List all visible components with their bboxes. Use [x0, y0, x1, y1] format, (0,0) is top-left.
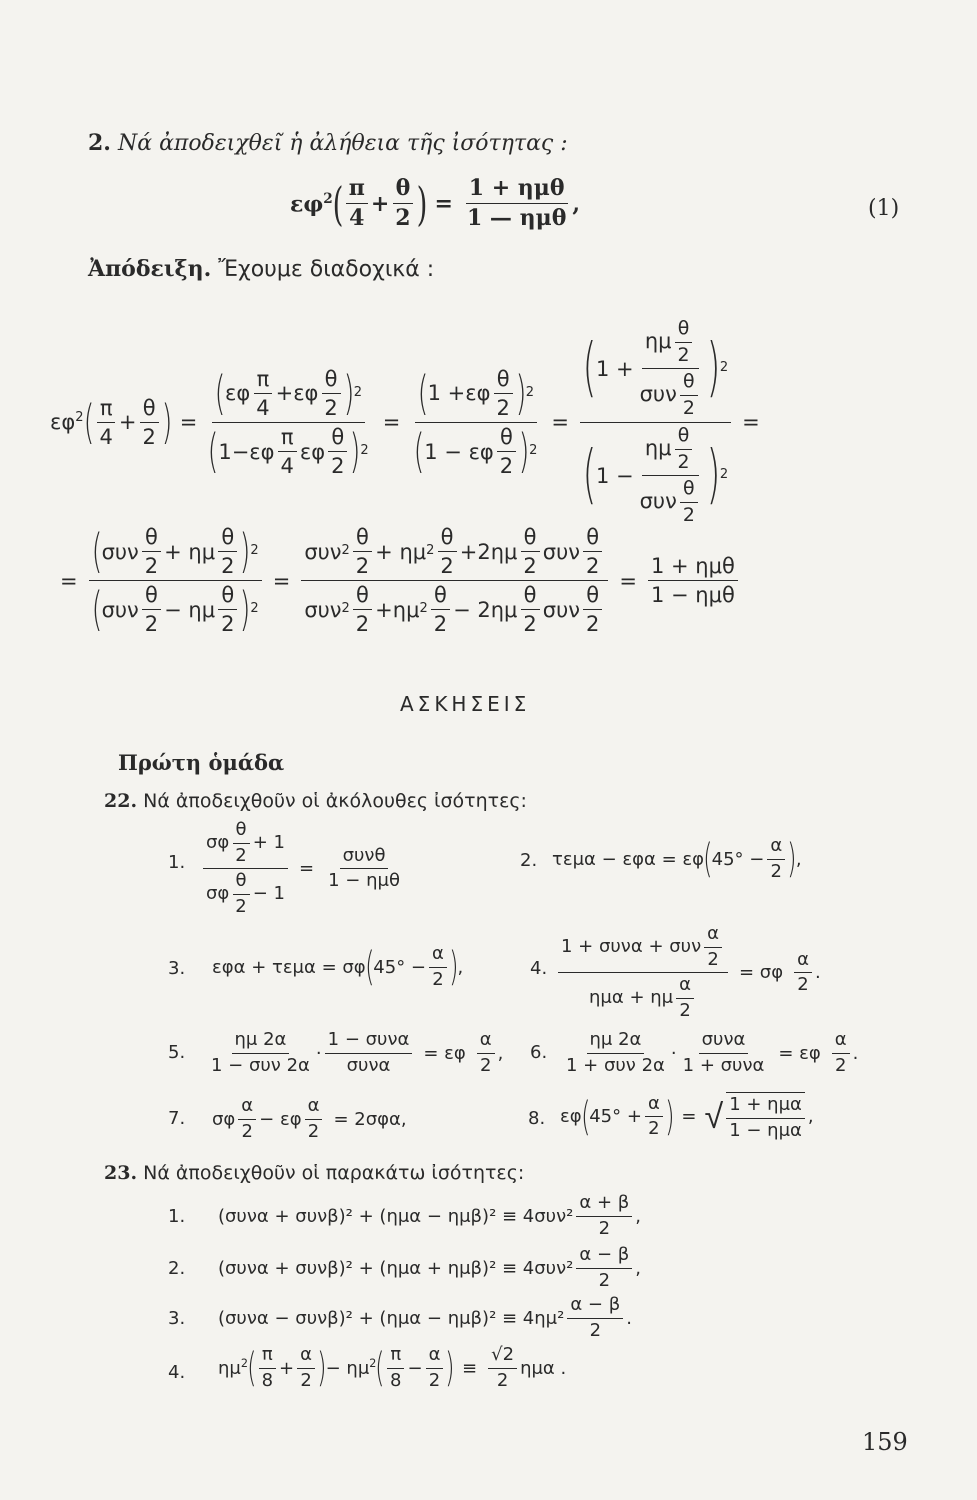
exercise-22-header: [104, 790, 527, 812]
exercise-23-header: [104, 1162, 524, 1184]
page-number: 159: [862, 1428, 908, 1456]
item-number: 1.: [168, 1206, 186, 1227]
exercise-22-4: 1 + συνα + συν $\frac{\alpha}{2}$ ημα + ημ $\frac{\alpha}{2}$ = σφ $\frac{\alpha}{2}$ .: [555, 924, 821, 1022]
item-number: 6.: [530, 1042, 548, 1063]
exercise-23-4: $\eta\mu^2$ ( $\frac{\pi}{8}$ + $\frac{\alpha}{2}$ ) − $\eta\mu^2$ ( $\frac{\pi}{8}$ − $\frac{\alpha}{2}$ ) ≡ $\frac{√2}{2}$ ημα .: [218, 1344, 567, 1392]
item-number: 5.: [168, 1042, 186, 1063]
derivation-step-2: = ( συν $\frac{\theta}{2}$ + ημ $\frac{\theta}{2}$ ) 2 ( συν $\frac{\theta}{2}$ − ημ $\frac{\theta}{2}$ ) 2 = συν 2 $\frac{\theta}{2}$ + ημ 2 $\frac{\theta}{2}$ +2ημ $\frac{\theta}{2}$ συν $\frac{\theta}{2}$ συν 2 $\frac{\theta}{2}$ +ημ 2 $\frac{\theta}{2}$ − 2ημ $\frac{\theta}{2}$ συν $\frac{\theta}{2}$ = $\frac{\text{1 + ημθ}}{\text{1 − ημθ}}$: [60, 525, 741, 637]
problem-statement: [88, 130, 568, 156]
exercise-23-2: (συνα + συνβ)² + (ημα + ημβ)² ≡ 4συν² $\frac{\alpha - \beta}{2}$ ,: [218, 1244, 641, 1291]
exercise-23-3: (συνα − συνβ)² + (ημα − ημβ)² ≡ 4ημ² $\frac{\alpha - \beta}{2}$ .: [218, 1294, 632, 1341]
exercise-22-6: $\frac{\eta\mu 2\alpha}{\text{1 + συν 2α}}$ · $\frac{\text{συνα}}{\text{1 + συνα}}$ = εφ $\frac{\alpha}{2}$ .: [566, 1029, 859, 1076]
item-number: 3.: [168, 958, 186, 979]
item-number: 3.: [168, 1308, 186, 1329]
exercise-22-5: $\frac{\eta\mu 2\alpha}{\text{1 − συν 2α}}$ · $\frac{\text{1 − συνα}}{\text{συνα}}$ = εφ $\frac{\alpha}{2}$ ,: [211, 1029, 504, 1076]
exercise-22-number: 22.: [104, 790, 138, 812]
exercise-22-1: σφ $\frac{\theta}{2}$ + 1 σφ $\frac{\theta}{2}$ − 1 = $\frac{\text{συνθ}}{\text{1 − ημθ}}$: [200, 820, 406, 918]
exercise-23-number: 23.: [104, 1162, 138, 1184]
item-number: 4.: [168, 1362, 186, 1383]
equation-number: (1): [868, 196, 900, 221]
proof-line: [88, 256, 434, 282]
item-number: 7.: [168, 1108, 186, 1129]
derivation-step-1: $\varepsilon\varphi^2$ ( $\frac{\pi}{4}$ + $\frac{\theta}{2}$ ) = ( εφ $\frac{\pi}{4}$ +εφ $\frac{\theta}{2}$ ) 2 ( 1−εφ $\frac{\pi}{4}$ εφ $\frac{\theta}{2}$ ) 2 = ( 1 +εφ $\frac{\theta}{2}$ ) 2 ( 1 − εφ $\frac{\theta}{2}$ ) 2 = ( 1 + ημ $\frac{\theta}{2}$ συν $\frac{\theta}{2}$ ) 2 ( 1 − ημ $\frac{\theta}{2}$ συν $\frac{\theta}{2}$ ) 2 =: [50, 317, 760, 527]
group-title: Πρώτη ὁμάδα: [118, 750, 285, 775]
item-number: 2.: [168, 1258, 186, 1279]
exercise-22-2: τεμα − εφα = εφ ( 45° − $\frac{\alpha}{2}$ ) ,: [552, 835, 802, 883]
exercise-23-prompt: Νά ἀποδειχθοῦν οἱ παρακάτω ἰσότητες:: [143, 1162, 525, 1184]
problem-number: 2.: [88, 130, 111, 156]
item-number: 8.: [528, 1108, 546, 1129]
item-number: 2.: [520, 850, 538, 871]
problem-text: Νά ἀποδειχθεῖ ἡ ἀλήθεια τῆς ἰσότητας :: [117, 131, 568, 156]
exercise-22-3: εφα + τεμα = σφ ( 45° − $\frac{\alpha}{2}$ ) ,: [212, 943, 464, 991]
exercise-22-prompt: Νά ἀποδειχθοῦν οἱ ἀκόλουθες ἰσότητες:: [143, 790, 527, 812]
main-identity: $\varepsilon\varphi^2$ ( $\frac{\pi}{4}$ + $\frac{\theta}{2}$ ) = $\frac{\text{1 + ημθ}}{\text{1 — ημθ}}$ ,: [290, 175, 581, 232]
proof-label: Ἀπόδειξη.: [88, 256, 212, 282]
proof-text: Ἔχουμε διαδοχικά :: [218, 257, 435, 282]
exercise-22-8: εφ ( 45° + $\frac{\alpha}{2}$ ) = √ $\frac{\text{1 + ημα}}{\text{1 − ημα}}$ ,: [560, 1092, 814, 1141]
exercises-heading: ΑΣΚΗΣΕΙΣ: [400, 692, 531, 716]
item-number: 1.: [168, 852, 186, 873]
exercise-22-7: σφ $\frac{\alpha}{2}$ − εφ $\frac{\alpha}{2}$ = 2σφα,: [212, 1095, 407, 1142]
item-number: 4.: [530, 958, 548, 979]
exercise-23-1: (συνα + συνβ)² + (ημα − ημβ)² ≡ 4συν² $\frac{\alpha + \beta}{2}$ ,: [218, 1192, 641, 1239]
